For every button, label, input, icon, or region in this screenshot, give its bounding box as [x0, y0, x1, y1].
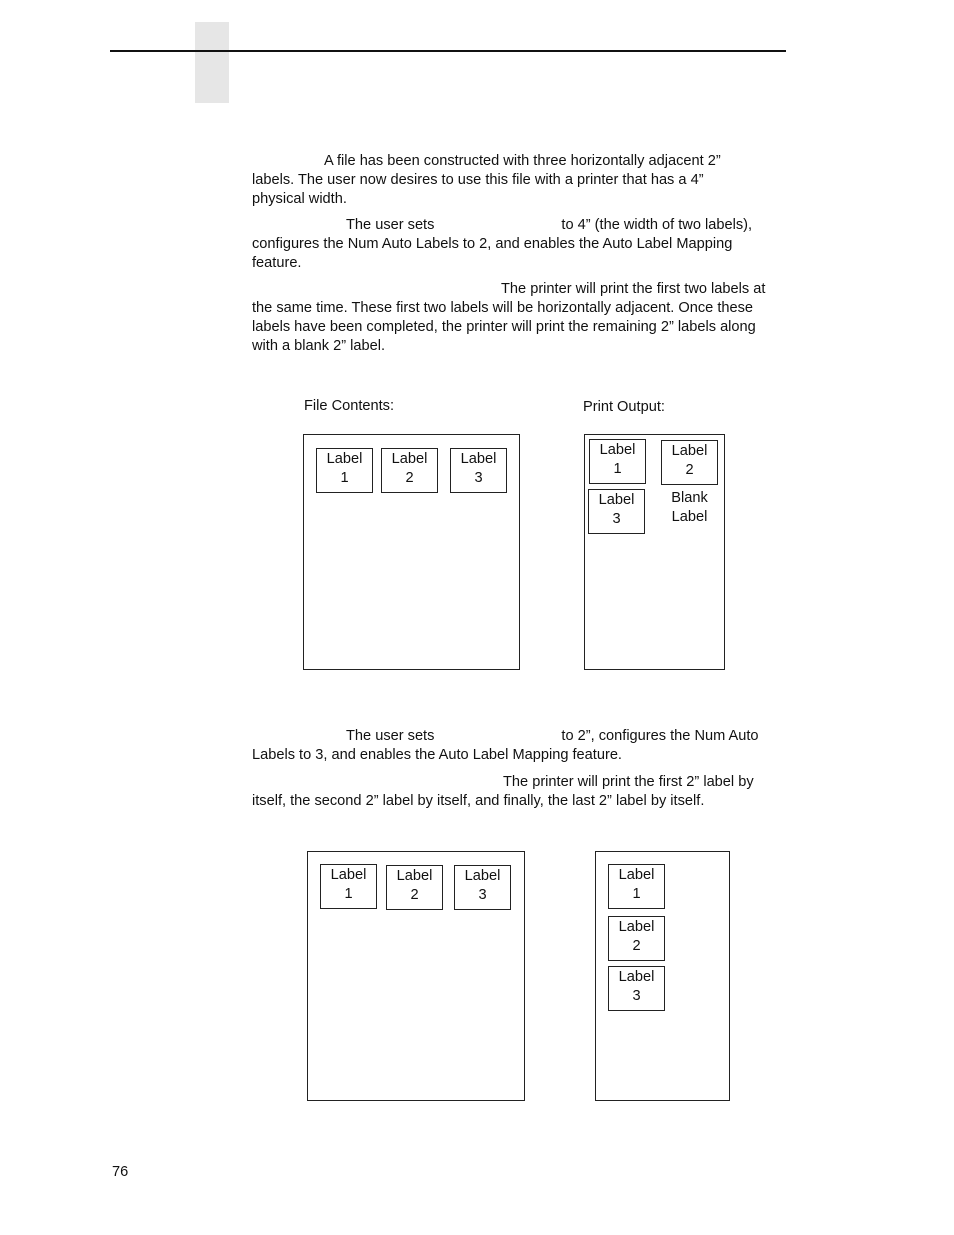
- label-word: Label: [464, 868, 501, 884]
- label-number: 1: [613, 461, 622, 477]
- label-word: Label: [671, 443, 708, 459]
- print-output-page: [584, 434, 725, 670]
- label-word: Label: [460, 451, 497, 467]
- text-line: configures the Num Auto Labels to 2, and enables the Auto Label Mapping: [252, 236, 733, 252]
- label-box: [381, 448, 438, 493]
- label-word: Label: [330, 867, 367, 883]
- label-number: 3: [474, 470, 483, 486]
- label-box: [588, 489, 645, 534]
- label-number: 1: [632, 886, 641, 902]
- paragraph-problem: [252, 152, 784, 209]
- print-output-caption: Print Output:: [583, 399, 665, 415]
- paragraph-solution-2: [252, 727, 784, 765]
- label-number: 2: [685, 462, 694, 478]
- text-line: the same time. These first two labels will be horizontally adjacent. Once these: [252, 300, 754, 316]
- label-word: Label: [326, 451, 363, 467]
- text-line: [252, 727, 784, 746]
- paragraph-result-1: [252, 280, 784, 356]
- text-fragment: The user sets: [346, 728, 435, 744]
- label-word: Label: [618, 969, 655, 985]
- label-number: Label: [671, 509, 708, 525]
- text-line: labels have been completed, the printer will print the remaining 2” labels along: [252, 319, 756, 335]
- text-line: A file has been constructed with three horizontally adjacent 2”: [324, 153, 721, 169]
- label-box: [589, 439, 646, 484]
- label-number: 3: [632, 988, 641, 1004]
- text-fragment: to 2”, configures the Num Auto: [561, 728, 759, 744]
- label-word: Label: [618, 867, 655, 883]
- text-line: with a blank 2” label.: [252, 338, 386, 354]
- label-word: Label: [598, 492, 635, 508]
- label-box: [454, 865, 511, 910]
- label-number: 2: [632, 938, 641, 954]
- blank-label: [661, 489, 718, 527]
- paragraph-solution-1: [252, 216, 784, 273]
- label-box: [608, 966, 665, 1011]
- label-number: 2: [405, 470, 414, 486]
- label-number: 3: [612, 511, 621, 527]
- file-contents-page-2: [307, 851, 525, 1101]
- text-line: The printer will print the first two labels at: [501, 281, 766, 297]
- text-line: physical width.: [252, 191, 347, 207]
- header-rule: [110, 50, 786, 52]
- label-box: [608, 916, 665, 961]
- file-contents-caption: File Contents:: [304, 398, 395, 414]
- label-number: 1: [340, 470, 349, 486]
- label-number: 2: [410, 887, 419, 903]
- text-line: The printer will print the first 2” label by: [503, 774, 754, 790]
- label-number: 3: [478, 887, 487, 903]
- paragraph-result-2: [252, 773, 784, 811]
- print-output-page-2: [595, 851, 730, 1101]
- text-fragment: The user sets: [346, 217, 435, 233]
- text-line: itself, the second 2” label by itself, and finally, the last 2” label by itself.: [252, 793, 705, 809]
- text-line: Labels to 3, and enables the Auto Label Mapping feature.: [252, 747, 622, 763]
- label-word: Label: [618, 919, 655, 935]
- chapter-tab: [195, 22, 229, 103]
- text-line: feature.: [252, 255, 302, 271]
- label-box: [316, 448, 373, 493]
- label-box: [608, 864, 665, 909]
- text-line: labels. The user now desires to use this file with a printer that has a 4”: [252, 172, 704, 188]
- label-box: [661, 440, 718, 485]
- label-word: Label: [599, 442, 636, 458]
- file-contents-page: [303, 434, 520, 670]
- label-word: Blank: [671, 490, 708, 506]
- page-number: 76: [112, 1164, 129, 1180]
- label-word: Label: [396, 868, 433, 884]
- text-fragment: to 4” (the width of two labels),: [561, 217, 753, 233]
- label-box: [450, 448, 507, 493]
- label-box: [320, 864, 377, 909]
- label-number: 1: [344, 886, 353, 902]
- text-line: [252, 216, 784, 235]
- label-word: Label: [391, 451, 428, 467]
- label-box: [386, 865, 443, 910]
